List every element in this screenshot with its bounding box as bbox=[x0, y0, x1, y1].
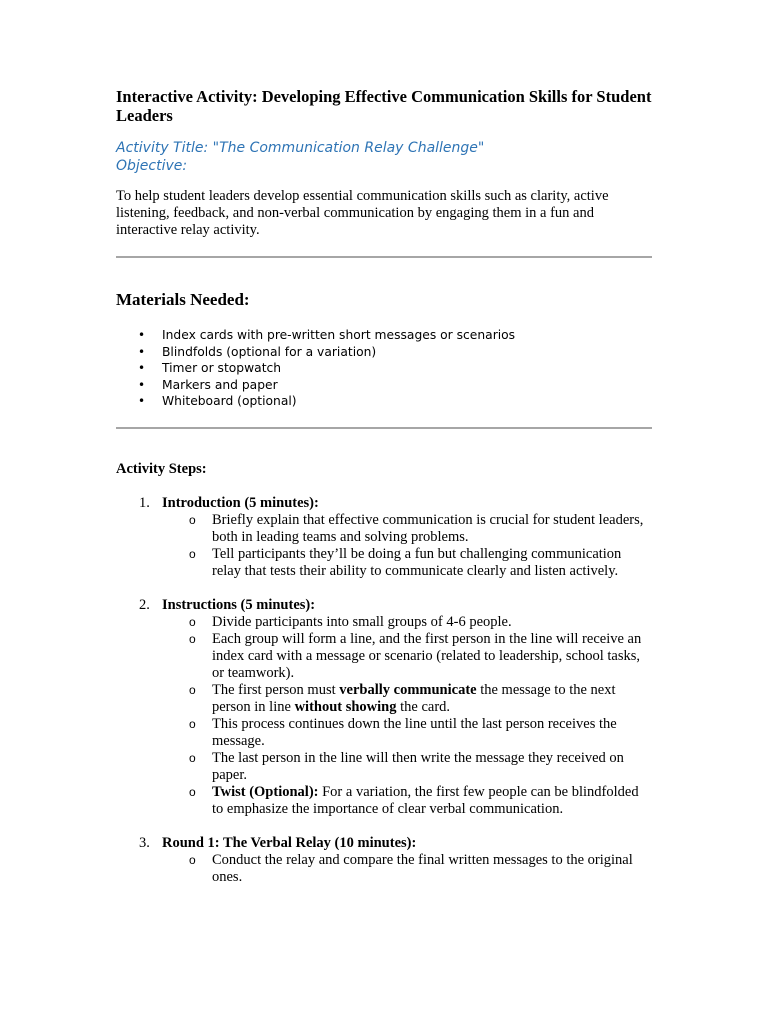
steps-heading: Activity Steps: bbox=[116, 460, 207, 477]
step-heading bbox=[116, 495, 652, 512]
circle-bullet-icon: o bbox=[189, 631, 196, 646]
step-heading bbox=[116, 835, 652, 852]
step-number: 1. bbox=[139, 494, 150, 511]
list-item bbox=[116, 750, 652, 784]
step-heading bbox=[116, 597, 652, 614]
page-title: Interactive Activity: Developing Effective Communication Skills for Student Leaders bbox=[116, 87, 652, 125]
materials-heading: Materials Needed: bbox=[116, 290, 250, 309]
list-item-text: Tell participants they’ll be doing a fun but challenging communication relay that tests their ability to communicate clearly and listen actively. bbox=[212, 545, 622, 579]
list-item: • Timer or stopwatch bbox=[116, 360, 652, 377]
circle-bullet-icon: o bbox=[189, 852, 196, 867]
document-content bbox=[116, 87, 652, 886]
step-title: Introduction (5 minutes): bbox=[162, 494, 319, 511]
list-item-text: The first person must bbox=[212, 681, 340, 698]
list-item: • Markers and paper bbox=[116, 377, 652, 394]
step-title: Round 1: The Verbal Relay (10 minutes): bbox=[162, 834, 417, 851]
circle-bullet-icon: o bbox=[189, 614, 196, 629]
step-number: 2. bbox=[139, 596, 150, 613]
list-item-text: the card. bbox=[396, 698, 451, 715]
sub-list bbox=[116, 512, 652, 580]
step-number: 3. bbox=[139, 834, 150, 851]
sub-list bbox=[116, 614, 652, 818]
list-item-text: For a variation, the first few people can be blindfolded to emphasize the importance of clear verbal communication. bbox=[212, 783, 639, 817]
circle-bullet-icon: o bbox=[189, 750, 196, 765]
list-item bbox=[116, 716, 652, 750]
list-item bbox=[116, 682, 652, 716]
list-item-text: the message to the next person in line bbox=[212, 681, 616, 715]
list-item: • Index cards with pre-written short messages or scenarios bbox=[116, 327, 652, 344]
list-item: • Whiteboard (optional) bbox=[116, 393, 652, 410]
step-instructions bbox=[116, 597, 652, 818]
list-item-text: The last person in the line will then write the message they received on paper. bbox=[212, 749, 624, 783]
list-item-text: Conduct the relay and compare the final written messages to the original ones. bbox=[212, 851, 633, 885]
emphasis-text: without showing bbox=[294, 698, 397, 715]
objective-label: Objective: bbox=[116, 158, 188, 174]
circle-bullet-icon: o bbox=[189, 716, 196, 731]
objective-text: To help student leaders develop essential communication skills such as clarity, active listening, feedback, and non-verbal communication by engaging them in a fun and interactive relay activity. bbox=[116, 188, 609, 238]
list-item: • Blindfolds (optional for a variation) bbox=[116, 344, 652, 361]
materials-list bbox=[116, 327, 652, 410]
list-item bbox=[116, 852, 652, 886]
list-item bbox=[116, 614, 652, 631]
circle-bullet-icon: o bbox=[189, 784, 196, 799]
circle-bullet-icon: o bbox=[189, 512, 196, 527]
list-item-text: This process continues down the line until the last person receives the message. bbox=[212, 715, 617, 749]
circle-bullet-icon: o bbox=[189, 546, 196, 561]
emphasis-text: Twist (Optional): bbox=[212, 783, 319, 800]
activity-title: Activity Title: "The Communication Relay Challenge" bbox=[116, 140, 485, 156]
list-item bbox=[116, 631, 652, 682]
step-round-1 bbox=[116, 835, 652, 886]
sub-list bbox=[116, 852, 652, 886]
list-item-text: Divide participants into small groups of 4-6 people. bbox=[212, 613, 512, 630]
list-item-text: Each group will form a line, and the first person in the line will receive an index card with a message or scenario (related to leadership, school tasks, or teamwork). bbox=[212, 630, 642, 681]
list-item bbox=[116, 784, 652, 818]
divider-line bbox=[116, 256, 652, 258]
step-introduction bbox=[116, 495, 652, 580]
list-item bbox=[116, 512, 652, 546]
list-item bbox=[116, 546, 652, 580]
emphasis-text: verbally communicate bbox=[339, 681, 477, 698]
circle-bullet-icon: o bbox=[189, 682, 196, 697]
divider-line bbox=[116, 427, 652, 429]
list-item-text: Briefly explain that effective communication is crucial for student leaders, both in leading teams and solving problems. bbox=[212, 511, 644, 545]
step-title: Instructions (5 minutes): bbox=[162, 596, 316, 613]
